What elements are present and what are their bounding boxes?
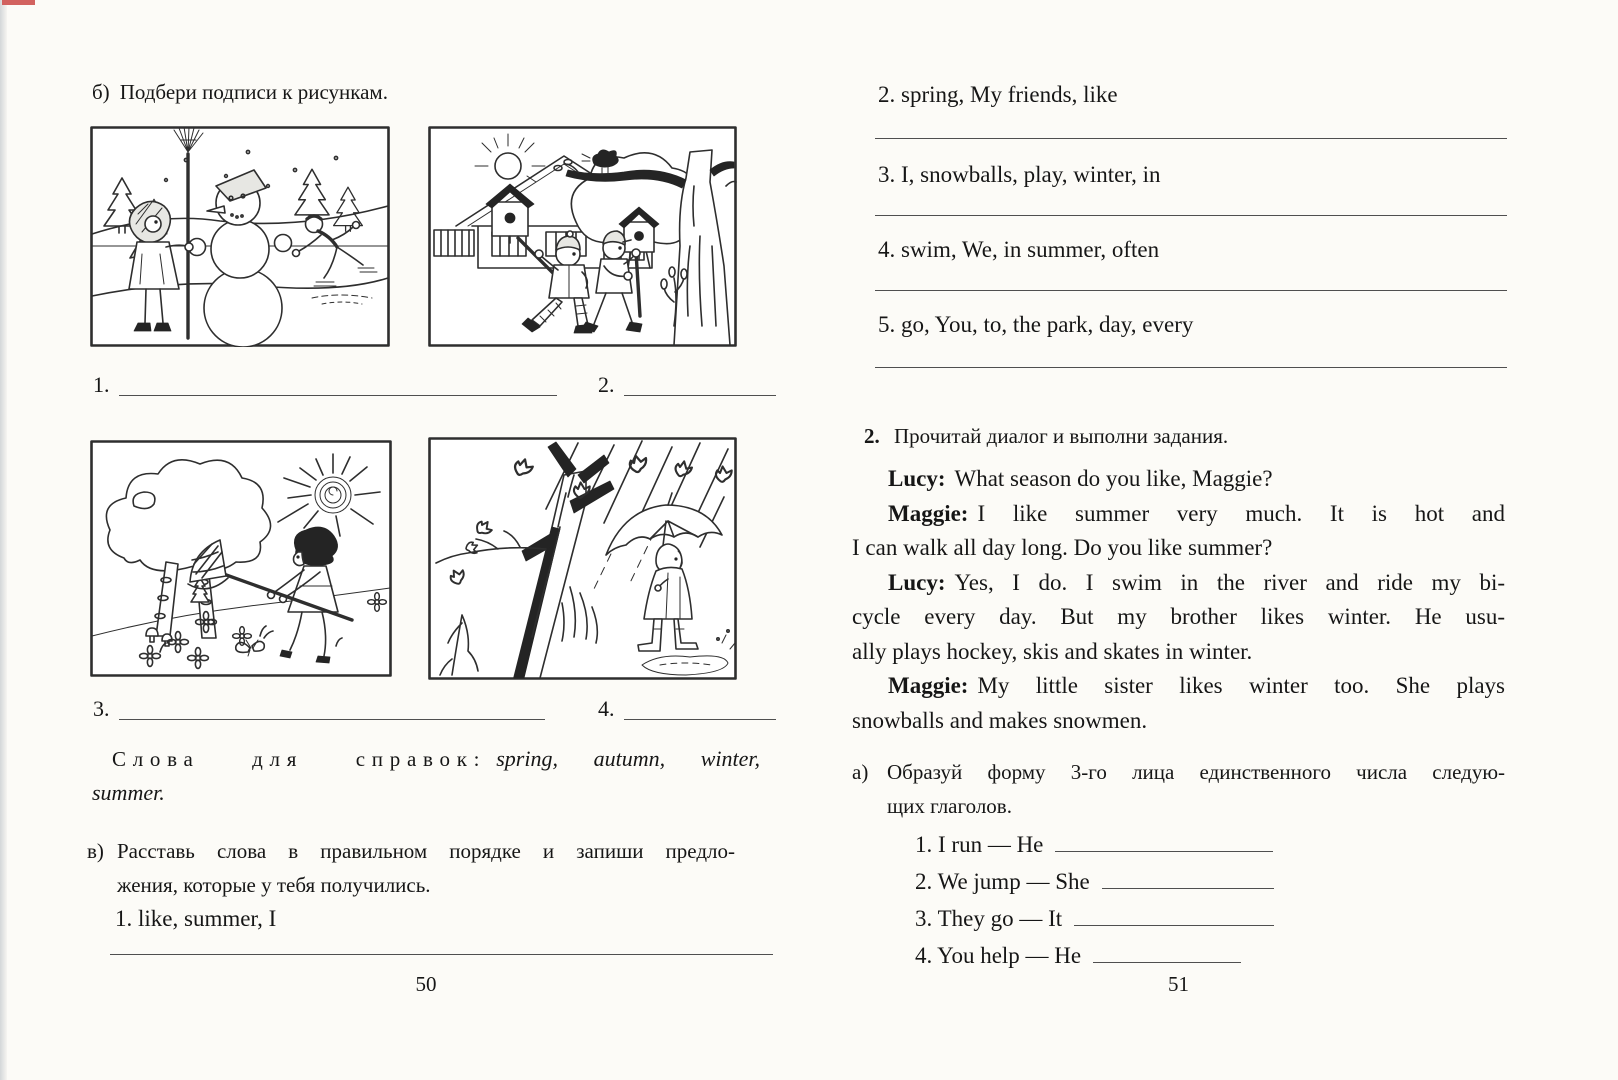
speaker-name: Lucy: (888, 569, 946, 595)
answer-line-4 (875, 290, 1507, 291)
autumn-rain-umbrella-illustration (428, 437, 737, 680)
writing-line-left-page (110, 954, 773, 955)
winter-snowman-illustration (90, 126, 390, 347)
word-order-item-2: 2. spring, My friends, like (878, 82, 1118, 107)
word-order-item-3: 3. I, snowballs, play, winter, in (878, 162, 1161, 187)
section-b-marker: б) (92, 80, 110, 104)
page-number-50: 50 (415, 972, 437, 996)
picture-winter-scene (90, 126, 390, 347)
summer-butterfly-net-illustration (90, 440, 392, 677)
reference-words-line-2: summer. (92, 780, 165, 805)
task-2-number: 2. (864, 424, 880, 448)
reference-words-label: Слова для справок: (112, 747, 487, 771)
dialog-line (852, 600, 1505, 635)
dialog (852, 462, 1505, 738)
picture-summer-scene (90, 440, 392, 677)
dialog-line (852, 704, 1505, 739)
speaker-name: Maggie: (888, 673, 969, 698)
dialog-text: My little sister likes winter too. She plays (977, 673, 1505, 698)
caption-1-number: 1. (93, 372, 110, 397)
section-a-instruction-line-2: щих глаголов. (887, 794, 1012, 818)
caption-4 (598, 696, 776, 723)
verb-item-3-writing-line (1074, 904, 1274, 926)
verb-item-2-text: 2. We jump — She (915, 869, 1090, 894)
verb-item-2-writing-line (1102, 867, 1274, 889)
picture-autumn-scene (428, 437, 737, 680)
page-number-51: 51 (1168, 972, 1189, 996)
dialog-line (852, 566, 1505, 601)
book-cover-sliver (2, 0, 35, 5)
verb-item-4-writing-line (1093, 941, 1241, 963)
dialog-text: I can walk all day long. Do you like summer? (852, 535, 1273, 560)
verb-item-4 (915, 941, 1241, 969)
caption-3-writing-line (119, 696, 546, 720)
page-edge-shadow (0, 0, 7, 1080)
section-v-instruction-line-2: жения, которые у тебя получились. (117, 873, 431, 897)
verb-item-3 (915, 904, 1274, 932)
verb-item-1-writing-line (1055, 830, 1273, 852)
dialog-text: cycle every day. But my brother likes winter. He usu- (852, 604, 1505, 629)
caption-2-writing-line (624, 372, 777, 396)
answer-line-5 (875, 367, 1507, 368)
dialog-line (852, 462, 1505, 497)
speaker-name: Lucy: (888, 466, 946, 491)
section-a-marker: а) (852, 760, 869, 784)
dialog-line (852, 669, 1505, 704)
reference-words-line-1 (92, 746, 760, 772)
dialog-line (852, 497, 1505, 532)
section-a-instruction-line-1: Образуй форму 3-го лица единственного числа следую- (887, 760, 1505, 784)
caption-4-number: 4. (598, 696, 615, 721)
section-v-marker: в) (87, 839, 104, 863)
caption-2-number: 2. (598, 372, 615, 397)
dialog-line (852, 531, 1505, 566)
caption-3 (93, 696, 545, 723)
dialog-text: ally plays hockey, skis and skates in winter. (852, 638, 1253, 664)
caption-2 (598, 372, 776, 399)
dialog-text: snowballs and makes snowmen. (852, 707, 1148, 733)
caption-3-number: 3. (93, 696, 110, 721)
caption-1-writing-line (119, 372, 558, 396)
spring-birdhouses-illustration (428, 126, 737, 347)
verb-item-4-text: 4. You help — He (915, 943, 1082, 968)
reference-words-list: spring, autumn, winter, (496, 746, 760, 771)
section-b-heading (92, 80, 388, 105)
verb-item-3-text: 3. They go — It (915, 906, 1063, 931)
answer-line-3 (875, 215, 1507, 216)
answer-line-2 (875, 138, 1507, 139)
section-b-text: Подбери подписи к рисункам. (119, 80, 388, 104)
word-order-item-5: 5. go, You, to, the park, day, every (878, 312, 1194, 337)
dialog-text: I like summer very much. It is hot and (977, 500, 1505, 526)
word-order-item-4: 4. swim, We, in summer, often (878, 237, 1160, 262)
picture-spring-scene (428, 126, 737, 347)
speaker-name: Maggie: (888, 500, 969, 526)
dialog-text: Yes, I do. I swim in the river and ride my bi- (954, 569, 1505, 595)
verb-item-1 (915, 830, 1273, 858)
verb-item-2 (915, 867, 1274, 895)
verb-item-1-text: 1. I run — He (915, 832, 1044, 857)
dialog-text: What season do you like, Maggie? (954, 466, 1273, 491)
section-v-instruction-line-1: Расставь слова в правильном порядке и запиши предло- (117, 839, 735, 863)
dialog-line (852, 635, 1505, 670)
caption-1 (93, 372, 557, 399)
caption-4-writing-line (624, 696, 777, 720)
task-2-instruction: Прочитай диалог и выполни задания. (894, 424, 1229, 448)
word-order-item-1: 1. like, summer, I (115, 906, 277, 931)
